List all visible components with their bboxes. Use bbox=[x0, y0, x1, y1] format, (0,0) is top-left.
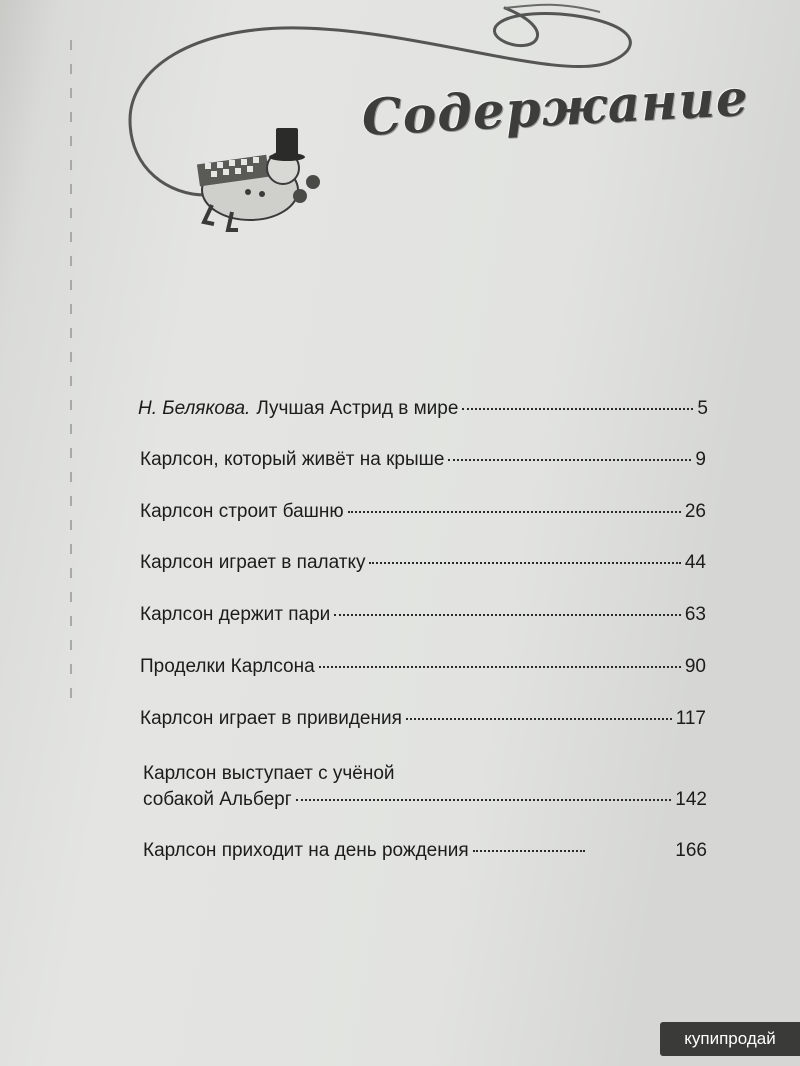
toc-entry-title: Карлсон играет в палатку bbox=[140, 552, 366, 573]
toc-entry bbox=[140, 708, 706, 730]
toc-entry bbox=[140, 501, 706, 523]
toc-entry-title: Карлсон, который живёт на крыше bbox=[140, 449, 445, 470]
toc-entry-page: 26 bbox=[684, 501, 706, 522]
toc-entry-page: 117 bbox=[675, 708, 706, 729]
dot-leader bbox=[462, 407, 693, 410]
dot-leader bbox=[448, 458, 691, 461]
dot-leader bbox=[334, 613, 681, 616]
toc-entry-author: Н. Белякова. bbox=[138, 398, 251, 419]
toc-entry-page: 142 bbox=[675, 789, 707, 810]
watermark-badge[interactable]: купипродай bbox=[660, 1022, 800, 1056]
toc-entry-title: Карлсон строит башню bbox=[140, 501, 344, 522]
toc-entry-page: 9 bbox=[695, 449, 706, 470]
toc-entry-title: Карлсон держит пари bbox=[140, 604, 331, 625]
toc-entry-title-line1: Карлсон выступает с учёной bbox=[143, 763, 395, 784]
dot-leader bbox=[406, 717, 672, 720]
toc-entry-page: 166 bbox=[675, 840, 707, 861]
toc-entry-page: 63 bbox=[684, 604, 706, 625]
dot-leader bbox=[369, 561, 680, 564]
toc-entry bbox=[140, 604, 706, 626]
toc-entry bbox=[138, 398, 708, 420]
toc-entry bbox=[143, 840, 707, 862]
toc-entry-page: 90 bbox=[684, 656, 706, 677]
toc-entry bbox=[143, 789, 707, 811]
dot-leader bbox=[319, 665, 681, 668]
toc-entry-title: Лучшая Астрид в мире bbox=[256, 398, 459, 419]
dot-leader bbox=[348, 510, 681, 513]
toc-entry bbox=[140, 552, 706, 574]
toc-entry-title: собакой Альберг bbox=[143, 789, 292, 810]
toc-entry-title: Карлсон приходит на день рождения bbox=[143, 840, 469, 861]
toc-entry-label bbox=[138, 398, 458, 420]
toc-entry-title: Карлсон играет в привидения bbox=[140, 708, 402, 729]
toc-entry bbox=[140, 656, 706, 678]
page-title: Содержание bbox=[360, 67, 750, 147]
toc-entry-title: Проделки Карлсона bbox=[140, 656, 315, 677]
dot-leader bbox=[473, 849, 585, 852]
toc-entry-page: 5 bbox=[697, 398, 708, 419]
toc-entry bbox=[140, 449, 706, 471]
dot-leader bbox=[296, 798, 672, 801]
toc-entry-page: 44 bbox=[684, 552, 706, 573]
